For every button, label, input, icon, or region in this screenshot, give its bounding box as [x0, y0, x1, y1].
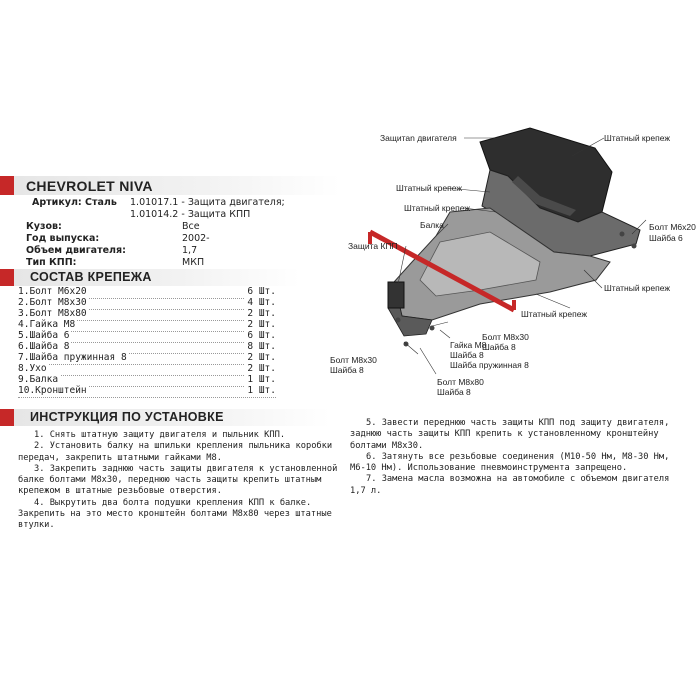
label-line: Шайба 8 — [330, 365, 364, 375]
instruction-step: 6. Затянуть все резьбовые соединения (М10-50 Нм, М8-30 Нм, М6-10 Нм). Использование пневмоинструмента запрещено. — [350, 451, 670, 474]
bolt-icon — [620, 232, 625, 237]
spec-row — [26, 221, 346, 233]
spec-row — [26, 257, 346, 269]
fastener-name: 4.Гайка М8 — [18, 319, 76, 330]
model-title: CHEVROLET NIVA — [26, 178, 153, 194]
fastener-qty: 2 Шт. — [247, 363, 276, 374]
fastener-name: 2.Болт М8х30 — [18, 297, 87, 308]
fastener-qty: 4 Шт. — [247, 297, 276, 308]
spec-table — [26, 197, 346, 269]
instruction-step: 3. Закрепить заднюю часть защиты двигателя к установленной балке болтами М8х30, переднюю часть защиты крепить штатным крепежом в штатные резьбовые отверстия. — [18, 463, 338, 497]
spec-value: 1.01017.1 - Защита двигателя; — [130, 197, 285, 208]
label-bolt-m8x30-left — [330, 355, 377, 375]
instructions-left-column — [18, 430, 348, 532]
fastener-qty: 6 Шт. — [247, 286, 276, 297]
instruction-step: 2. Установить балку на шпильки крепления пыльника коробки передач, закрепить штатными гайками М8. — [18, 441, 333, 463]
spec-key: Артикул: Сталь — [32, 197, 117, 208]
instruction-step: 7. Замена масла возможна на автомобиле с объемом двигателя 1,7 л. — [350, 474, 670, 496]
spec-row — [26, 209, 346, 221]
fastener-name: 7.Шайба пружинная 8 — [18, 352, 127, 363]
label-line: Гайка М8 — [450, 340, 487, 350]
fastener-name: 8.Ухо — [18, 363, 47, 374]
label-line: Шайба 8 — [482, 342, 516, 352]
label-line: Шайба 8 — [450, 350, 484, 360]
fastener-qty: 8 Шт. — [247, 341, 276, 352]
label-kpp-guard: Защита КПП — [348, 241, 398, 251]
fastener-row — [18, 386, 276, 398]
label-bolt-m6x20 — [649, 222, 696, 244]
fastener-qty: 1 Шт. — [247, 374, 276, 385]
label-line: Шайба 8 — [437, 387, 471, 397]
bracket-illustration — [388, 282, 404, 308]
label-std-fastener-left: Штатный крепеж — [396, 183, 463, 193]
spec-value: 2002- — [182, 233, 210, 244]
label-std-fastener-top: Штатный крепеж — [604, 133, 671, 143]
spec-key: Тип КПП: — [26, 257, 77, 268]
label-line: Болт М8х30 — [330, 355, 377, 365]
instruction-step: 5. Завести переднюю часть защиты КПП под защиту двигателя, заднюю часть защиты КПП крепить к установленному кронштейну болтами М8х30. — [350, 418, 670, 451]
fastener-name: 6.Шайба 8 — [18, 341, 70, 352]
instruction-step: 4. Выкрутить два болта подушки крепления КПП к балке. Закрепить на это место кронштейн болтами М8х80 через штатные втулки. — [18, 497, 332, 531]
fastener-name: 10.Кронштейн — [18, 385, 87, 396]
spec-key: Объем двигателя: — [26, 245, 126, 256]
fastener-name: 9.Балка — [18, 374, 59, 385]
label-bolt-m8x30-right — [482, 332, 529, 352]
label-beam: Балка — [420, 220, 444, 230]
fastener-qty: 2 Шт. — [247, 308, 276, 319]
fastener-qty: 6 Шт. — [247, 330, 276, 341]
bolt-icon — [396, 318, 401, 323]
label-line: Болт М6х20 — [649, 222, 696, 232]
label-line: Шайба 6 — [649, 233, 683, 243]
instructions-title: ИНСТРУКЦИЯ ПО УСТАНОВКЕ — [30, 410, 224, 424]
bolt-icon — [430, 326, 435, 331]
label-std-fastener-right: Штатный крепеж — [604, 283, 671, 293]
fastener-name: 3.Болт М8х80 — [18, 308, 87, 319]
label-line: Болт М8х30 — [482, 332, 529, 342]
fastener-qty: 2 Шт. — [247, 352, 276, 363]
instructions-right-column — [350, 418, 680, 497]
spec-key: Год выпуска: — [26, 233, 100, 244]
label-engine-guard: Защитаn двигателя — [380, 133, 457, 143]
spec-value: 1,7 — [182, 245, 198, 256]
fasteners-title: СОСТАВ КРЕПЕЖА — [30, 270, 152, 284]
spec-row — [26, 233, 346, 245]
fastener-name: 1.Болт М6х20 — [18, 286, 87, 297]
fasteners-list — [0, 287, 290, 407]
fastener-qty: 1 Шт. — [247, 385, 276, 396]
label-line: Болт М8х80 — [437, 377, 484, 387]
spec-key: Кузов: — [26, 221, 62, 232]
spec-row — [26, 197, 346, 209]
spec-value: 1.01014.2 - Защита КПП — [130, 209, 251, 220]
fastener-qty: 2 Шт. — [247, 319, 276, 330]
label-std-fastener-bottom: Штатный крепеж — [521, 309, 588, 319]
label-std-fastener-mid: Штатный крепеж — [404, 203, 471, 213]
label-bolt-m8x80 — [437, 377, 484, 397]
spec-value: МКП — [182, 257, 205, 268]
bolt-icon — [632, 244, 637, 249]
spec-row — [26, 245, 346, 257]
instruction-step: 1. Снять штатную защиту двигателя и пыльник КПП. — [34, 430, 286, 440]
spec-value: Все — [182, 221, 200, 232]
label-line: Шайба пружинная 8 — [450, 360, 529, 370]
fastener-name: 5.Шайба 6 — [18, 330, 70, 341]
